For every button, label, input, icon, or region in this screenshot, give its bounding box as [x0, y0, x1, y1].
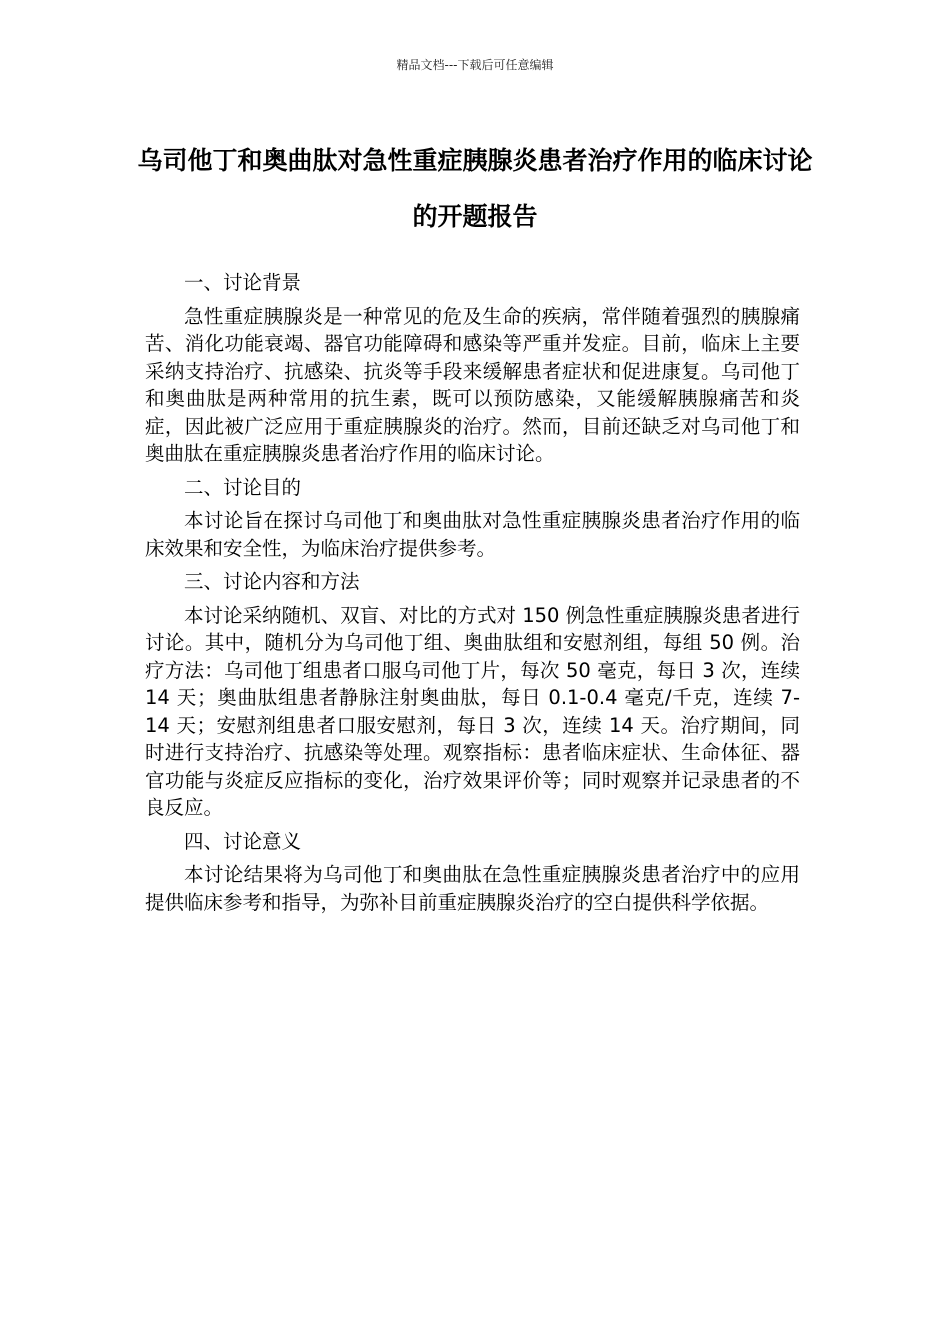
section-heading: 二、讨论目的 — [184, 475, 302, 499]
section-heading: 三、讨论内容和方法 — [184, 570, 360, 593]
document-body — [145, 269, 800, 922]
section-purpose — [145, 474, 800, 563]
section-heading: 四、讨论意义 — [184, 829, 302, 853]
section-content-methods — [145, 568, 800, 822]
section-heading: 一、讨论背景 — [184, 271, 302, 294]
section-paragraph: 本讨论结果将为乌司他丁和奥曲肽在急性重症胰腺炎患者治疗中的应用提供临床参考和指导，为弥补目前重症胰腺炎治疗的空白提供科学依据。 — [145, 863, 800, 914]
document-title: 乌司他丁和奥曲肽对急性重症胰腺炎患者治疗作用的临床讨论的开题报告 — [137, 146, 813, 231]
section-significance — [145, 828, 800, 917]
section-paragraph: 本讨论旨在探讨乌司他丁和奥曲肽对急性重症胰腺炎患者治疗作用的临床效果和安全性，为临床治疗提供参考。 — [145, 509, 800, 560]
header-note: 精品文档---下载后可任意编辑 — [396, 58, 554, 72]
section-paragraph: 本讨论采纳随机、双盲、对比的方式对 150 例急性重症胰腺炎患者进行讨论。其中，随机分为乌司他丁组、奥曲肽组和安慰剂组，每组 50 例。治疗方法：乌司他丁组患者口服乌司他丁片，每次 50 毫克，每日 3 次，连续 14 天；奥曲肽组患者静脉注射奥曲肽，每日 0.1-0.4 毫克/千克，连续 7-14 天；安慰剂组患者口服安慰剂，每日 3 次，连续 14 天。治疗期间，同时进行支持治疗、抗感染等处理。观察指标：患者临床症状、生命体征、器官功能与炎症反应指标的变化，治疗效果评价等；同时观察并记录患者的不良反应。 — [145, 603, 800, 819]
section-background — [145, 269, 800, 468]
section-paragraph: 急性重症胰腺炎是一种常见的危及生命的疾病，常伴随着强烈的胰腺痛苦、消化功能衰竭、器官功能障碍和感染等严重并发症。目前，临床上主要采纳支持治疗、抗感染、抗炎等手段来缓解患者症状和促进康复。乌司他丁和奥曲肽是两种常用的抗生素，既可以预防感染，又能缓解胰腺痛苦和炎症，因此被广泛应用于重症胰腺炎的治疗。然而，目前还缺乏对乌司他丁和奥曲肽在重症胰腺炎患者治疗作用的临床讨论。 — [145, 304, 800, 465]
